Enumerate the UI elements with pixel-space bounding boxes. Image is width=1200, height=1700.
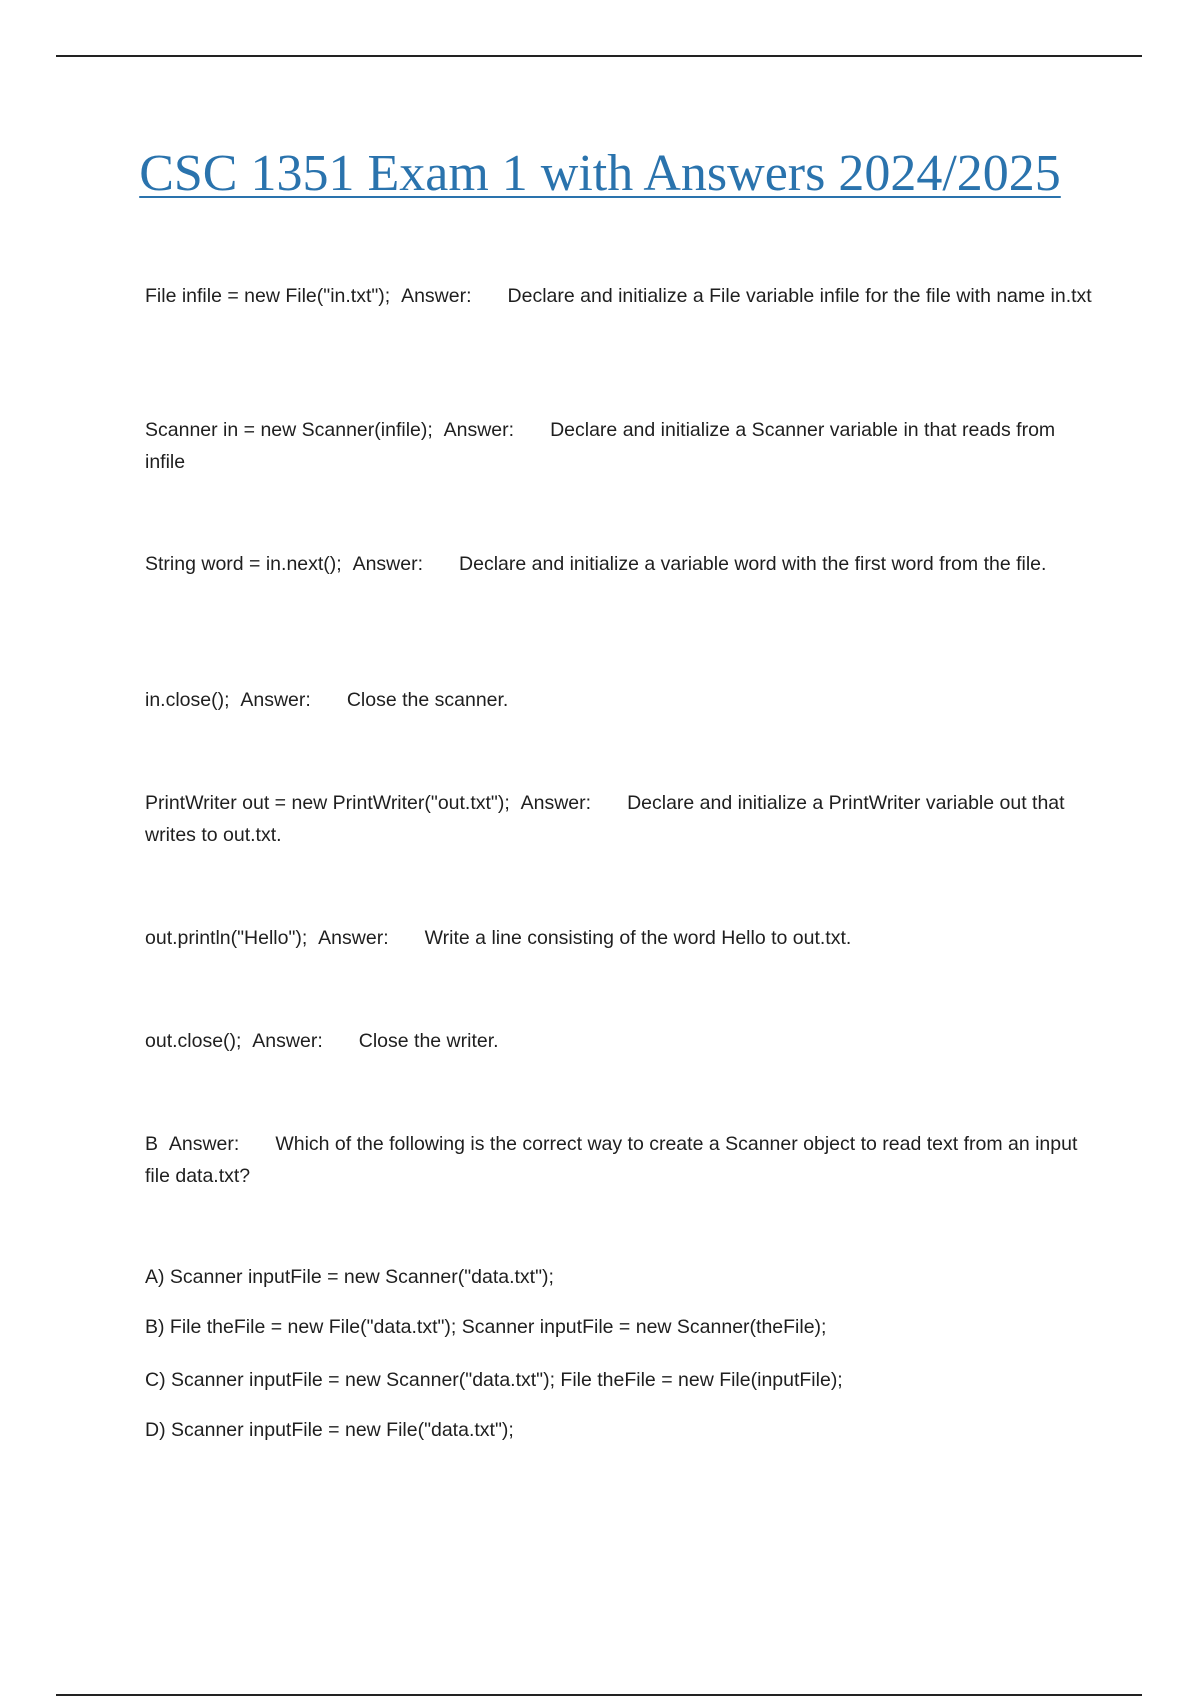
footer-rule xyxy=(56,1694,1142,1696)
qa-item-4 xyxy=(145,684,1095,716)
answer-label: Answer: xyxy=(401,285,472,307)
qa-answer: Declare and initialize a Scanner variable in that reads from infile xyxy=(145,419,1056,473)
option-a: A) Scanner inputFile = new Scanner("data.txt"); xyxy=(145,1266,554,1288)
qa-item-7 xyxy=(145,1025,1095,1057)
answer-label: Answer: xyxy=(520,792,592,814)
qa-question: File infile = new File("in.txt"); xyxy=(145,285,391,307)
qa-question: String word = in.next(); xyxy=(145,553,342,575)
qa-question: out.println("Hello"); xyxy=(145,927,308,949)
qa-question: B xyxy=(145,1133,159,1155)
qa-item-2 xyxy=(145,414,1095,478)
header-rule xyxy=(56,55,1142,57)
answer-label: Answer: xyxy=(352,553,424,575)
option-b: B) File theFile = new File("data.txt"); Scanner inputFile = new Scanner(theFile); xyxy=(145,1316,827,1338)
answer-label: Answer: xyxy=(318,927,389,949)
qa-answer: Declare and initialize a variable word with the first word from the file. xyxy=(459,553,1047,575)
answer-label: Answer: xyxy=(240,689,311,711)
answer-label: Answer: xyxy=(168,1133,240,1155)
document-title[interactable] xyxy=(0,142,1200,206)
qa-item-6 xyxy=(145,922,1095,954)
qa-question: in.close(); xyxy=(145,689,230,711)
answer-label: Answer: xyxy=(443,419,515,441)
qa-answer: Close the writer. xyxy=(358,1030,499,1052)
qa-answer: Close the scanner. xyxy=(346,689,509,711)
option-c: C) Scanner inputFile = new Scanner("data.txt"); File theFile = new File(inputFile); xyxy=(145,1369,843,1391)
qa-question: out.close(); xyxy=(145,1030,242,1052)
qa-answer: Write a line consisting of the word Hello to out.txt. xyxy=(424,927,852,949)
qa-item-3 xyxy=(145,548,1095,580)
answer-label: Answer: xyxy=(252,1030,323,1052)
qa-question: PrintWriter out = new PrintWriter("out.txt"); xyxy=(145,792,510,814)
qa-item-8 xyxy=(145,1128,1095,1192)
qa-item-1 xyxy=(145,280,1095,312)
qa-item-5 xyxy=(145,787,1095,851)
option-d: D) Scanner inputFile = new File("data.txt"); xyxy=(145,1419,514,1441)
qa-question: Scanner in = new Scanner(infile); xyxy=(145,419,433,441)
qa-answer: Which of the following is the correct way to create a Scanner object to read text from an input file data.txt? xyxy=(145,1133,1078,1187)
document-title-link[interactable]: CSC 1351 Exam 1 with Answers 2024/2025 xyxy=(139,145,1061,202)
qa-answer: Declare and initialize a PrintWriter variable out that writes to out.txt. xyxy=(145,792,1065,846)
qa-answer: Declare and initialize a File variable infile for the file with name in.txt xyxy=(507,285,1092,307)
